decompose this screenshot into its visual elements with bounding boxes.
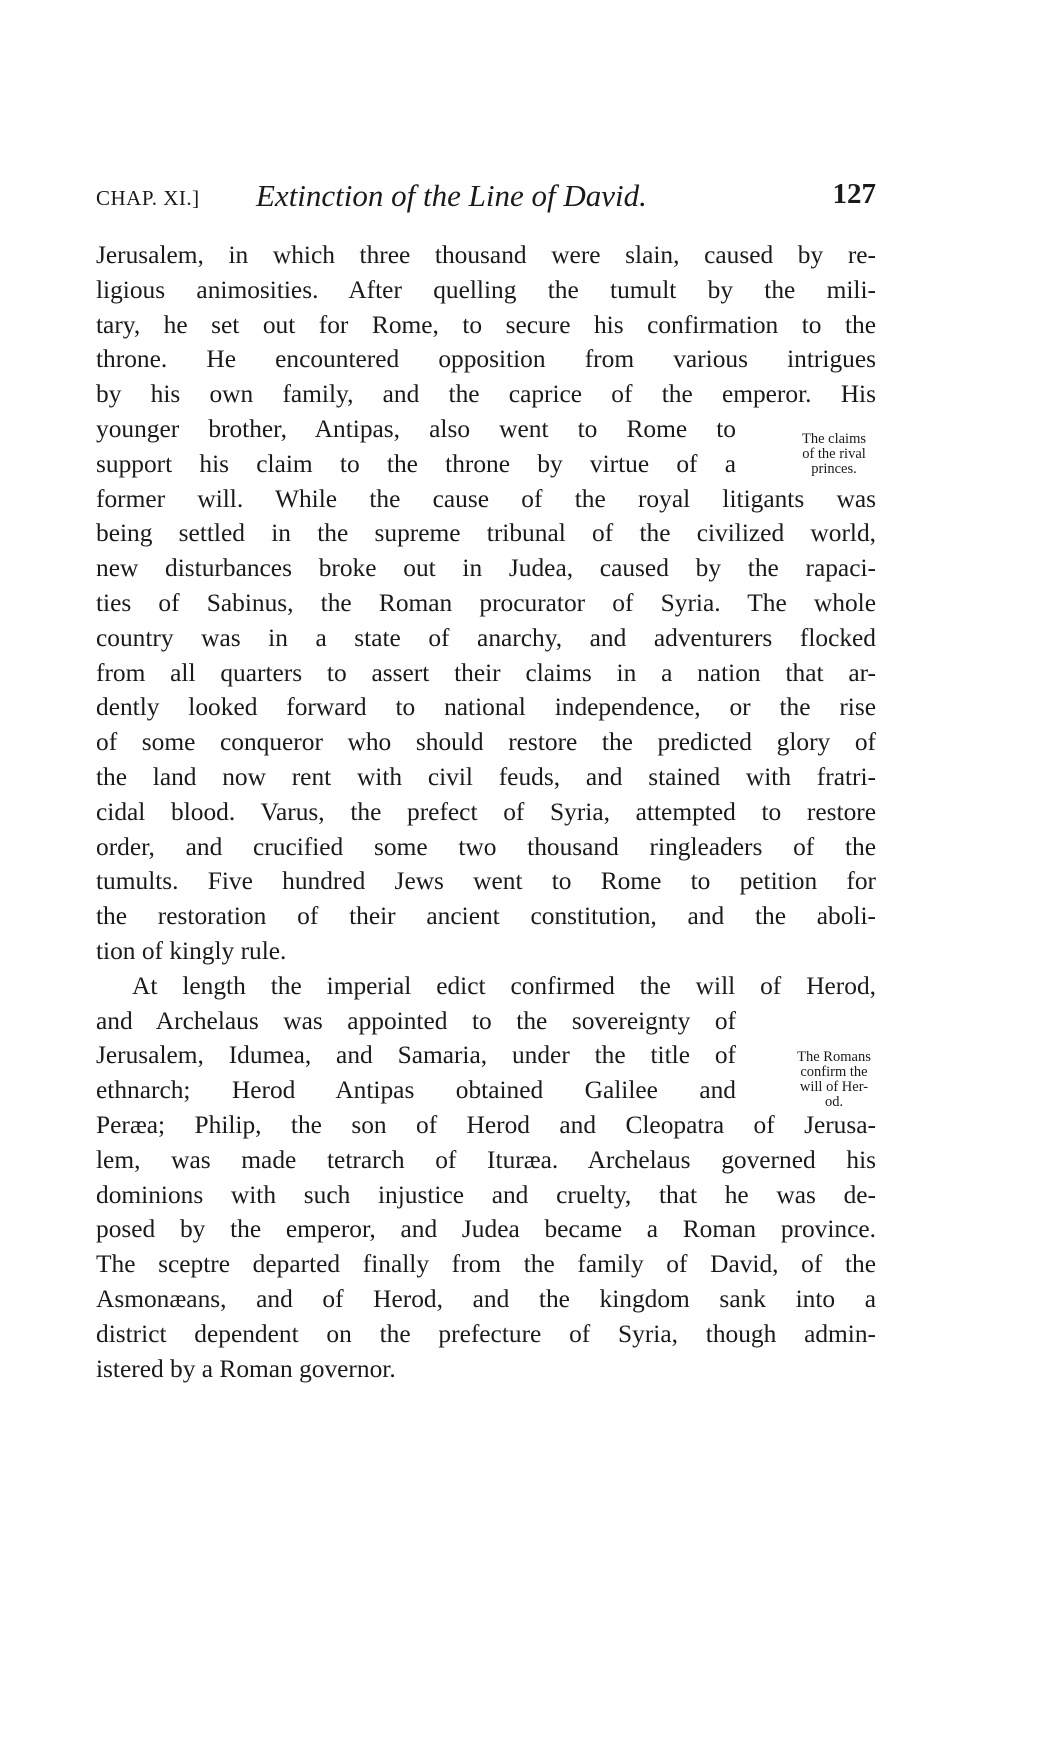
sidenote-line: od. [824,1094,844,1110]
text-line: Jerusalem, in which three thousand were slain, caused by re- [96,241,876,269]
text-line: younger brother, Antipas, also went to Rome to [96,414,736,443]
text-line: country was in a state of anarchy, and adventurers flocked [96,623,876,652]
text-line: posed by the emperor, and Judea became a Roman province. [96,1215,876,1244]
text-line: and Archelaus was appointed to the sovereignty of [96,1006,736,1035]
text-line: ethnarch; Herod Antipas obtained Galilee and [96,1076,736,1105]
text-line: The sceptre departed finally from the family of David, of the [96,1250,876,1279]
sidenote-claims [786,432,882,477]
text-line: lem, was made tetrarch of Ituræa. Archelaus governed his [96,1145,876,1174]
text-line: new disturbances broke out in Judea, caused by the rapaci- [96,554,876,583]
text-line: throne. He encountered opposition from various intrigues [96,345,876,374]
text-line: by his own family, and the caprice of the emperor. His [96,380,876,409]
text-line: support his claim to the throne by virtue of a [96,449,736,478]
sidenote-line: The Romans [797,1049,871,1065]
body-text [96,238,876,1386]
running-title: Extinction of the Line of David. [256,178,647,213]
text-line: ties of Sabinus, the Roman procurator of Syria. The whole [96,588,876,617]
text-line: tumults. Five hundred Jews went to Rome to petition for [96,867,876,896]
text-line: Asmonæans, and of Herod, and the kingdom sank into a [96,1284,876,1313]
sidenote-line: princes. [811,461,857,477]
text-line: the restoration of their ancient constitution, and the aboli- [96,902,876,931]
sidenote-line: of the rival [802,446,866,462]
paragraph-1 [96,238,876,969]
text-line: tion of kingly rule. [96,936,287,965]
text-line: dominions with such injustice and cruelty, that he was de- [96,1180,876,1209]
text-line: former will. While the cause of the royal litigants was [96,484,876,513]
text-line: order, and crucified some two thousand ringleaders of the [96,832,876,861]
text-line: of some conqueror who should restore the predicted glory of [96,728,876,757]
text-line: At length the imperial edict confirmed the will of Herod, [132,971,876,1000]
text-line: being settled in the supreme tribunal of the civilized world, [96,519,876,548]
text-line: from all quarters to assert their claims in a nation that ar- [96,658,876,687]
sidenote-romans [786,1050,882,1110]
text-line: Jerusalem, Idumea, and Samaria, under the title of [96,1041,736,1070]
sidenote-line: confirm the [800,1064,868,1080]
text-line: ligious animosities. After quelling the tumult by the mili- [96,275,876,304]
page-number: 127 [832,178,876,210]
sidenote-line: will of Her- [799,1079,869,1095]
sidenote-line: The claims [801,431,867,447]
text-line: the land now rent with civil feuds, and stained with fratri- [96,762,876,791]
text-line: cidal blood. Varus, the prefect of Syria, attempted to restore [96,797,876,826]
text-line: district dependent on the prefecture of Syria, though admin- [96,1319,876,1348]
text-line: tary, he set out for Rome, to secure his confirmation to the [96,310,876,339]
chapter-label: CHAP. XI.] [96,186,200,210]
text-line: istered by a Roman governor. [96,1354,396,1383]
text-line: Peræa; Philip, the son of Herod and Cleopatra of Jerusa- [96,1110,876,1139]
page-header [96,178,876,218]
paragraph-2 [96,969,876,1387]
text-line: dently looked forward to national independence, or the rise [96,693,876,722]
